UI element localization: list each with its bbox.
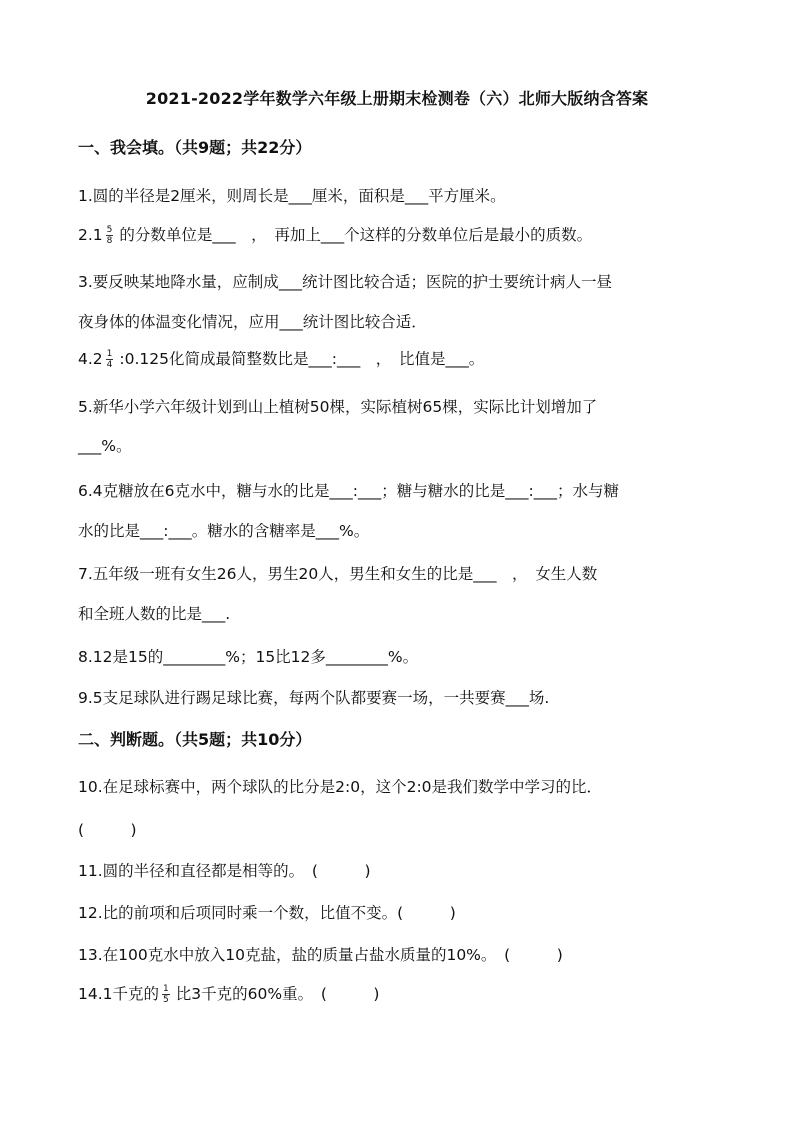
question-7-line-1: 7.五年级一班有女生26人，男生20人，男生和女生的比是___ ， 女生人数 [78, 565, 598, 583]
fraction [106, 349, 114, 370]
section-heading-true-false: 二、判断题。（共5题；共10分） [78, 730, 312, 749]
question-8: 8.12是15的________%；15比12多________%。 [78, 648, 419, 666]
question-1: 1.圆的半径是2厘米，则周长是___厘米，面积是___平方厘米。 [78, 187, 506, 205]
question-4-suffix: :0.125化简成最简整数比是___:___ ， 比值是___。 [119, 350, 485, 368]
section-heading-fill-in: 一、我会填。（共9题；共22分） [78, 138, 312, 157]
question-6-line-2: 水的比是___:___。糖水的含糖率是___%。 [78, 522, 370, 540]
question-9: 9.5支足球队进行踢足球比赛，每两个队都要赛一场，一共要赛___场. [78, 689, 550, 707]
fraction-denominator: 8 [106, 236, 113, 246]
fraction-denominator: 4 [106, 360, 113, 370]
question-3-line-2: 夜身体的体温变化情况，应用___统计图比较合适． [78, 313, 427, 331]
question-3-line-1: 3.要反映某地降水量，应制成___统计图比较合适；医院的护士要统计病人一昼 [78, 273, 613, 291]
question-13: 13.在100克水中放入10克盐，盐的质量占盐水质量的10%。 ( ) [78, 946, 563, 964]
question-5-line-2: ___%。 [78, 437, 132, 455]
question-6-line-1: 6.4克糖放在6克水中，糖与水的比是___:___；糖与糖水的比是___:___；水与糖 [78, 482, 619, 500]
question-12: 12.比的前项和后项同时乘一个数，比值不变。( ) [78, 904, 456, 922]
question-4 [78, 347, 728, 370]
question-10-line-1: 10.在足球标赛中，两个球队的比分是2:0，这个2:0是我们数学中学习的比． [78, 778, 603, 796]
fraction-denominator: 5 [163, 995, 169, 1005]
question-5-line-1: 5.新华小学六年级计划到山上植树50棵，实际植树65棵，实际比计划增加了 [78, 398, 598, 416]
question-14-prefix: 14.1千克的 [78, 985, 160, 1003]
fraction [162, 984, 170, 1005]
question-2-prefix: 2.1 [78, 226, 103, 244]
question-4-prefix: 4.2 [78, 350, 103, 368]
fraction [106, 225, 114, 246]
question-10-answer-blank: ( ) [78, 821, 137, 839]
fraction-numerator: 1 [106, 349, 113, 359]
question-14-suffix: 比3千克的60%重。 ( ) [175, 985, 380, 1003]
fraction-numerator: 1 [163, 984, 169, 994]
question-2 [78, 223, 728, 246]
question-14 [78, 982, 728, 1005]
question-11: 11.圆的半径和直径都是相等的。 ( ) [78, 862, 371, 880]
fraction-numerator: 5 [106, 225, 113, 235]
question-2-suffix: 的分数单位是___ ， 再加上___个这样的分数单位后是最小的质数。 [119, 226, 593, 244]
question-7-line-2: 和全班人数的比是___. [78, 605, 231, 623]
document-title: 2021-2022学年数学六年级上册期末检测卷（六）北师大版纳含答案 [145, 89, 649, 108]
